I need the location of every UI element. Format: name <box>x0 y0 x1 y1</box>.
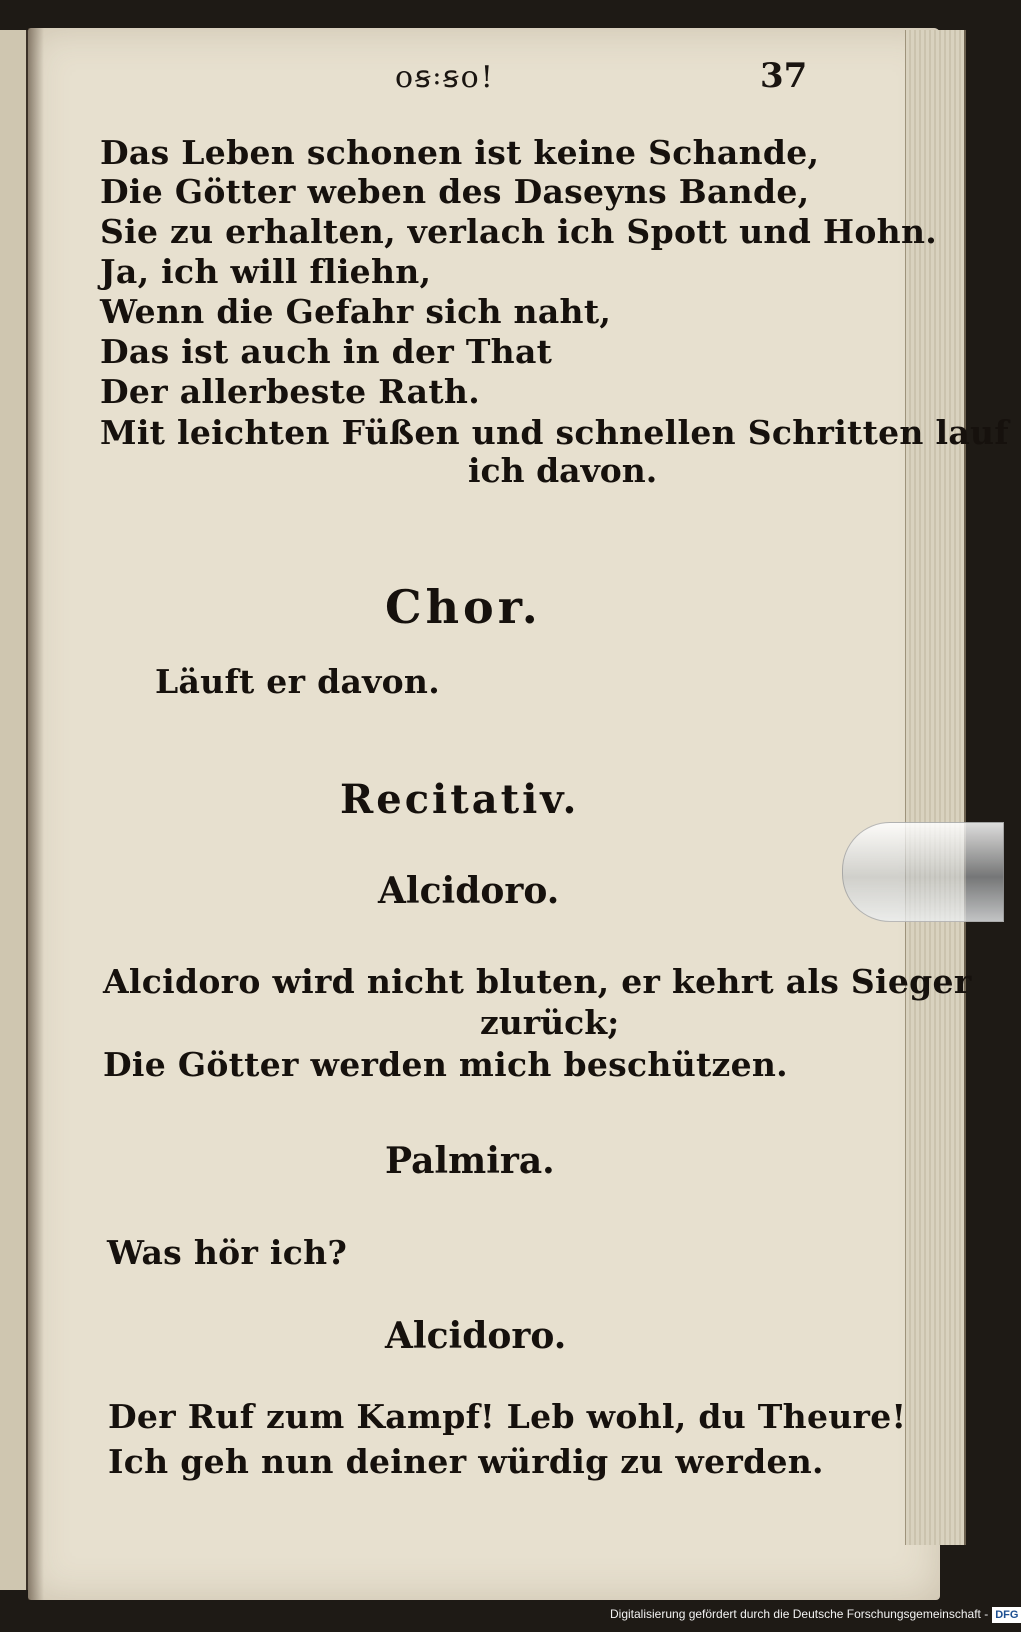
speaker-name: Alcidoro. <box>385 1315 567 1357</box>
verse-line: Die Götter weben des Daseyns Bande, <box>100 172 810 211</box>
verse-line-continuation: ich davon. <box>468 451 658 490</box>
verse-line: Das ist auch in der That <box>100 332 553 371</box>
running-head-ornament: oꞩ꞉ꞩo! <box>395 60 495 95</box>
verse-line: Der allerbeste Rath. <box>100 372 480 411</box>
page-number: 37 <box>760 56 808 96</box>
page-fore-edge <box>905 30 966 1545</box>
footer-credit-text: Digitalisierung gefördert durch die Deutsche Forschungsgemeinschaft - <box>610 1607 989 1621</box>
verse-line: Ich geh nun deiner würdig zu werden. <box>108 1442 824 1481</box>
verse-line: Was hör ich? <box>107 1233 348 1272</box>
left-page-edge <box>0 30 28 1590</box>
verse-line: Das Leben schonen ist keine Schande, <box>100 133 820 172</box>
dfg-logo: DFG <box>992 1607 1021 1623</box>
recitativ-heading: Recitativ. <box>340 776 580 823</box>
verse-line: Der Ruf zum Kampf! Leb wohl, du Theure! <box>108 1397 907 1436</box>
speaker-name: Alcidoro. <box>378 870 560 912</box>
footer-credit <box>610 1603 1021 1625</box>
verse-line: Alcidoro wird nicht bluten, er kehrt als Sieger <box>103 962 972 1001</box>
verse-line: Wenn die Gefahr sich naht, <box>100 292 612 331</box>
binding-gutter <box>28 28 44 1600</box>
chor-line: Läuft er davon. <box>155 662 440 701</box>
verse-line: Mit leichten Füßen und schnellen Schritten lauf <box>100 413 1009 452</box>
plastic-page-clip <box>842 822 1004 922</box>
verse-line: Sie zu erhalten, verlach ich Spott und Hohn. <box>100 212 938 251</box>
verse-line: Die Götter werden mich beschützen. <box>103 1045 788 1084</box>
verse-line: Ja, ich will fliehn, <box>100 252 432 291</box>
verse-line-continuation: zurück; <box>480 1003 620 1042</box>
chor-heading: Chor. <box>385 580 542 634</box>
speaker-name: Palmira. <box>385 1140 555 1182</box>
